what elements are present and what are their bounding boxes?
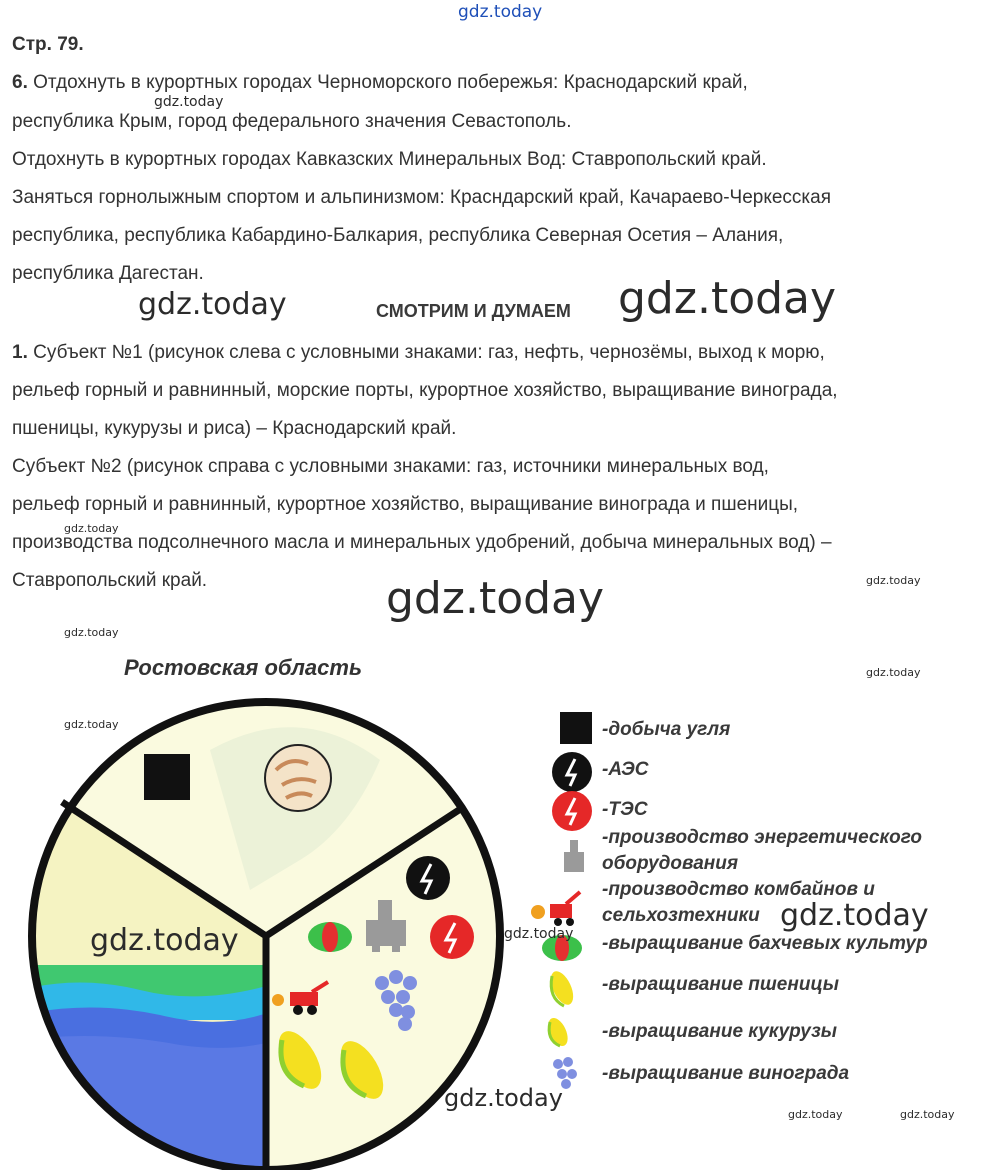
watermark: gdz.today [64,626,119,639]
watermark: gdz.today [788,1108,843,1121]
page-number: Стр. 79. [12,34,84,55]
text-line: Отдохнуть в курортных городах Кавказских Минеральных Вод: Ставропольский край. [12,149,767,170]
text-line: 6. Отдохнуть в курортных городах Черноморского побережья: Краснодарский край, [12,72,748,93]
wheat-icon [546,968,578,1008]
text-line: республика Дагестан. [12,263,204,284]
legend-label: оборудования [602,853,739,874]
text-line: рельеф горный и равнинный, морские порты, курортное хозяйство, выращивание винограда, [12,380,838,401]
text-line: Ставропольский край. [12,570,208,591]
watermark: gdz.today [138,287,287,322]
legend-label: -производство энергетического [602,827,922,848]
legend-label: -выращивание винограда [602,1063,850,1084]
watermelon-icon [308,922,352,952]
map-title: Ростовская область [124,655,363,680]
legend-label: -добыча угля [602,719,731,740]
legend-label: -производство комбайнов и [602,879,875,900]
text-line: Субъект №2 (рисунок справа с условными знаками: газ, источники минеральных вод, [12,456,769,477]
section-heading: СМОТРИМ И ДУМАЕМ [376,301,571,321]
legend-label: -АЭС [602,759,649,780]
watermark: gdz.today [900,1108,955,1121]
watermark: gdz.today [64,718,119,731]
text-line: пшеницы, кукурузы и риса) – Краснодарский край. [12,418,457,439]
watermark: gdz.today [780,898,929,933]
watermark: gdz.today [90,923,239,958]
nuclear-plant-icon [552,752,592,792]
thermal-plant-icon [552,791,592,831]
region-map [0,690,520,1170]
watermark: gdz.today [618,273,837,324]
watermark: gdz.today [64,522,119,535]
coal-square-icon [144,754,190,800]
legend-icons [528,706,598,1106]
energy-equipment-icon [564,840,584,872]
text-line: производства подсолнечного масла и минеральных удобрений, добыча минеральных вод) – [12,532,832,553]
watermark: gdz.today [386,573,605,624]
nuclear-plant-icon [406,856,450,900]
watermark: gdz.today [866,574,921,587]
coal-square-icon [560,712,592,744]
resource-globe-icon [265,745,331,811]
text-line: республика Крым, город федерального значения Севастополь. [12,111,572,132]
watermark: gdz.today [154,94,224,110]
legend-label: -выращивание кукурузы [602,1021,837,1042]
watermark: gdz.today [866,666,921,679]
text-line: Заняться горнолыжным спортом и альпинизмом: Красндарский край, Качараево-Черкесская [12,187,832,208]
legend-label: -выращивание пшеницы [602,974,839,995]
watermark: gdz.today [444,1084,563,1112]
harvester-icon [531,892,580,926]
thermal-plant-icon [430,915,474,959]
legend-label: -ТЭС [602,799,648,820]
corn-icon [544,1015,571,1049]
watermark: gdz.today [504,926,574,942]
text-line: 1. Субъект №1 (рисунок слева с условными знаками: газ, нефть, чернозёмы, выход к морю, [12,342,825,363]
legend-label: сельхозтехники [602,905,760,926]
text-line: республика, республика Кабардино-Балкария, республика Северная Осетия – Алания, [12,225,784,246]
legend-label: -выращивание бахчевых культур [602,933,928,954]
watermark-top: gdz.today [458,2,543,22]
text-line: рельеф горный и равнинный, курортное хозяйство, выращивание винограда и пшеницы, [12,494,799,515]
